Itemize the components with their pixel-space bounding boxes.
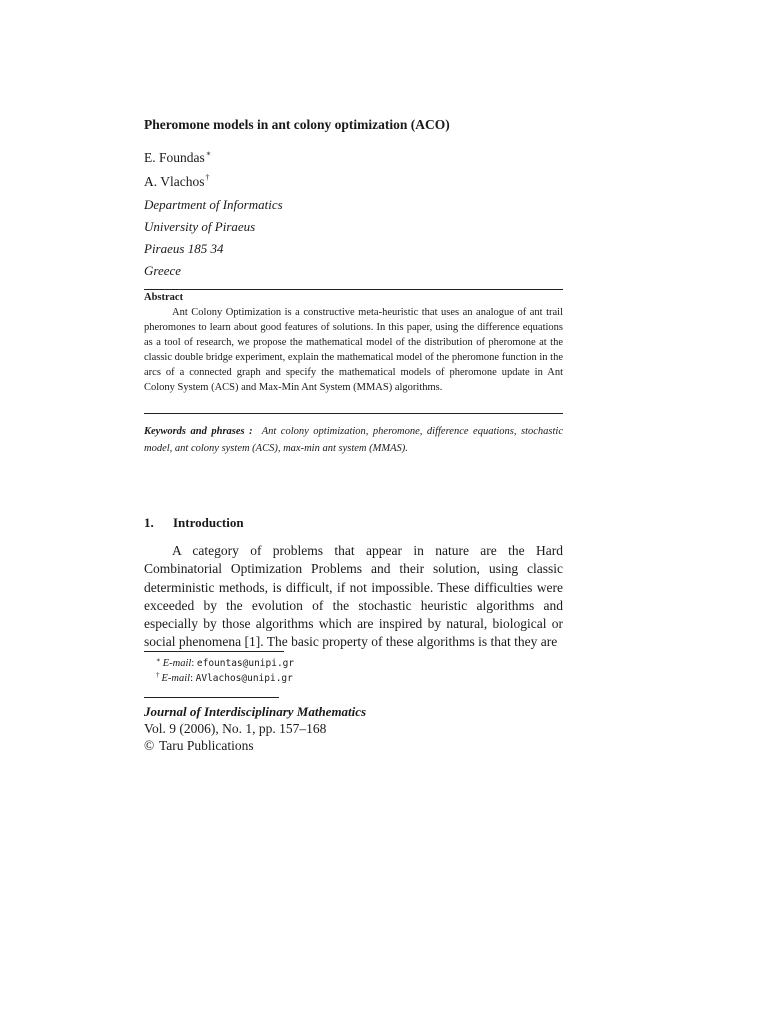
- footnote-1: ∗ E-mail: efountas@unipi.gr: [156, 656, 295, 669]
- footnote-2: † E-mail: AVlachos@unipi.gr: [156, 671, 293, 684]
- affiliation-country: Greece: [144, 263, 182, 278]
- footnote-label: E-mail: [162, 658, 192, 669]
- affiliation-university: University of Piraeus: [144, 219, 256, 234]
- author-footnote-mark: ∗: [205, 149, 212, 158]
- introduction-paragraph: A category of problems that appear in nature are the Hard Combinatorial Optimization Problems and their solution, using classic deterministic methods, is difficult, if not impossible. These difficulties were exceeded by the evolution of the stochastic heuristic algorithms and especially by those algorithms which are inspired by natural, biological or social phenomena [1]. The basic property of these algorithms is that they are: [144, 543, 563, 650]
- author-footnote-mark: †: [205, 173, 210, 182]
- author-name: A. Vlachos: [144, 174, 205, 189]
- affiliation-department: Department of Informatics: [144, 197, 283, 212]
- author-2: [144, 173, 210, 190]
- affiliation-city: Piraeus 185 34: [144, 241, 224, 256]
- email-address: efountas@unipi.gr: [196, 658, 295, 669]
- author-name: E. Foundas: [144, 150, 205, 165]
- section-number: 1.: [144, 515, 154, 530]
- volume-info: Vol. 9 (2006), No. 1, pp. 157–168: [144, 721, 327, 736]
- keywords-text: Ant colony optimization, pheromone, difference equations, stochastic model, ant colony system (ACS), max-min ant system (MMAS).: [144, 426, 563, 454]
- publisher-line: [144, 738, 254, 754]
- footnote-mark: ∗: [156, 656, 161, 664]
- author-1: [144, 149, 211, 166]
- publisher-name: Taru Publications: [159, 738, 254, 753]
- keywords-block: [144, 423, 563, 457]
- section-title: Introduction: [173, 515, 244, 530]
- copyright-symbol: ©: [144, 738, 155, 753]
- email-address: AVlachos@unipi.gr: [195, 673, 293, 684]
- footnote-rule: [144, 651, 284, 652]
- journal-rule: [144, 697, 279, 698]
- abstract-heading: Abstract: [144, 292, 184, 303]
- section-heading: [144, 515, 244, 531]
- footnote-label: E-mail: [161, 673, 191, 684]
- abstract-text: Ant Colony Optimization is a constructive meta-heuristic that uses an analogue of ant trail pheromones to learn about good features of solutions. In this paper, using the difference equations as a tool of research, we propose the mathematical model of the distribution of pheromone at the classic double bridge experiment, explain the mathematical model of the pheromone function in the arcs of a connected graph and specify the mathematical models of pheromone update in Ant Colony System (ACS) and Max-Min Ant System (MMAS) algorithms.: [144, 307, 563, 393]
- abstract-bottom-rule: [144, 413, 563, 414]
- journal-name: Journal of Interdisciplinary Mathematics: [144, 704, 367, 719]
- footnote-mark: †: [156, 671, 160, 679]
- keywords-label: Keywords and phrases :: [144, 426, 253, 437]
- paper-title: Pheromone models in ant colony optimization (ACO): [144, 117, 450, 132]
- abstract-top-rule: [144, 289, 563, 290]
